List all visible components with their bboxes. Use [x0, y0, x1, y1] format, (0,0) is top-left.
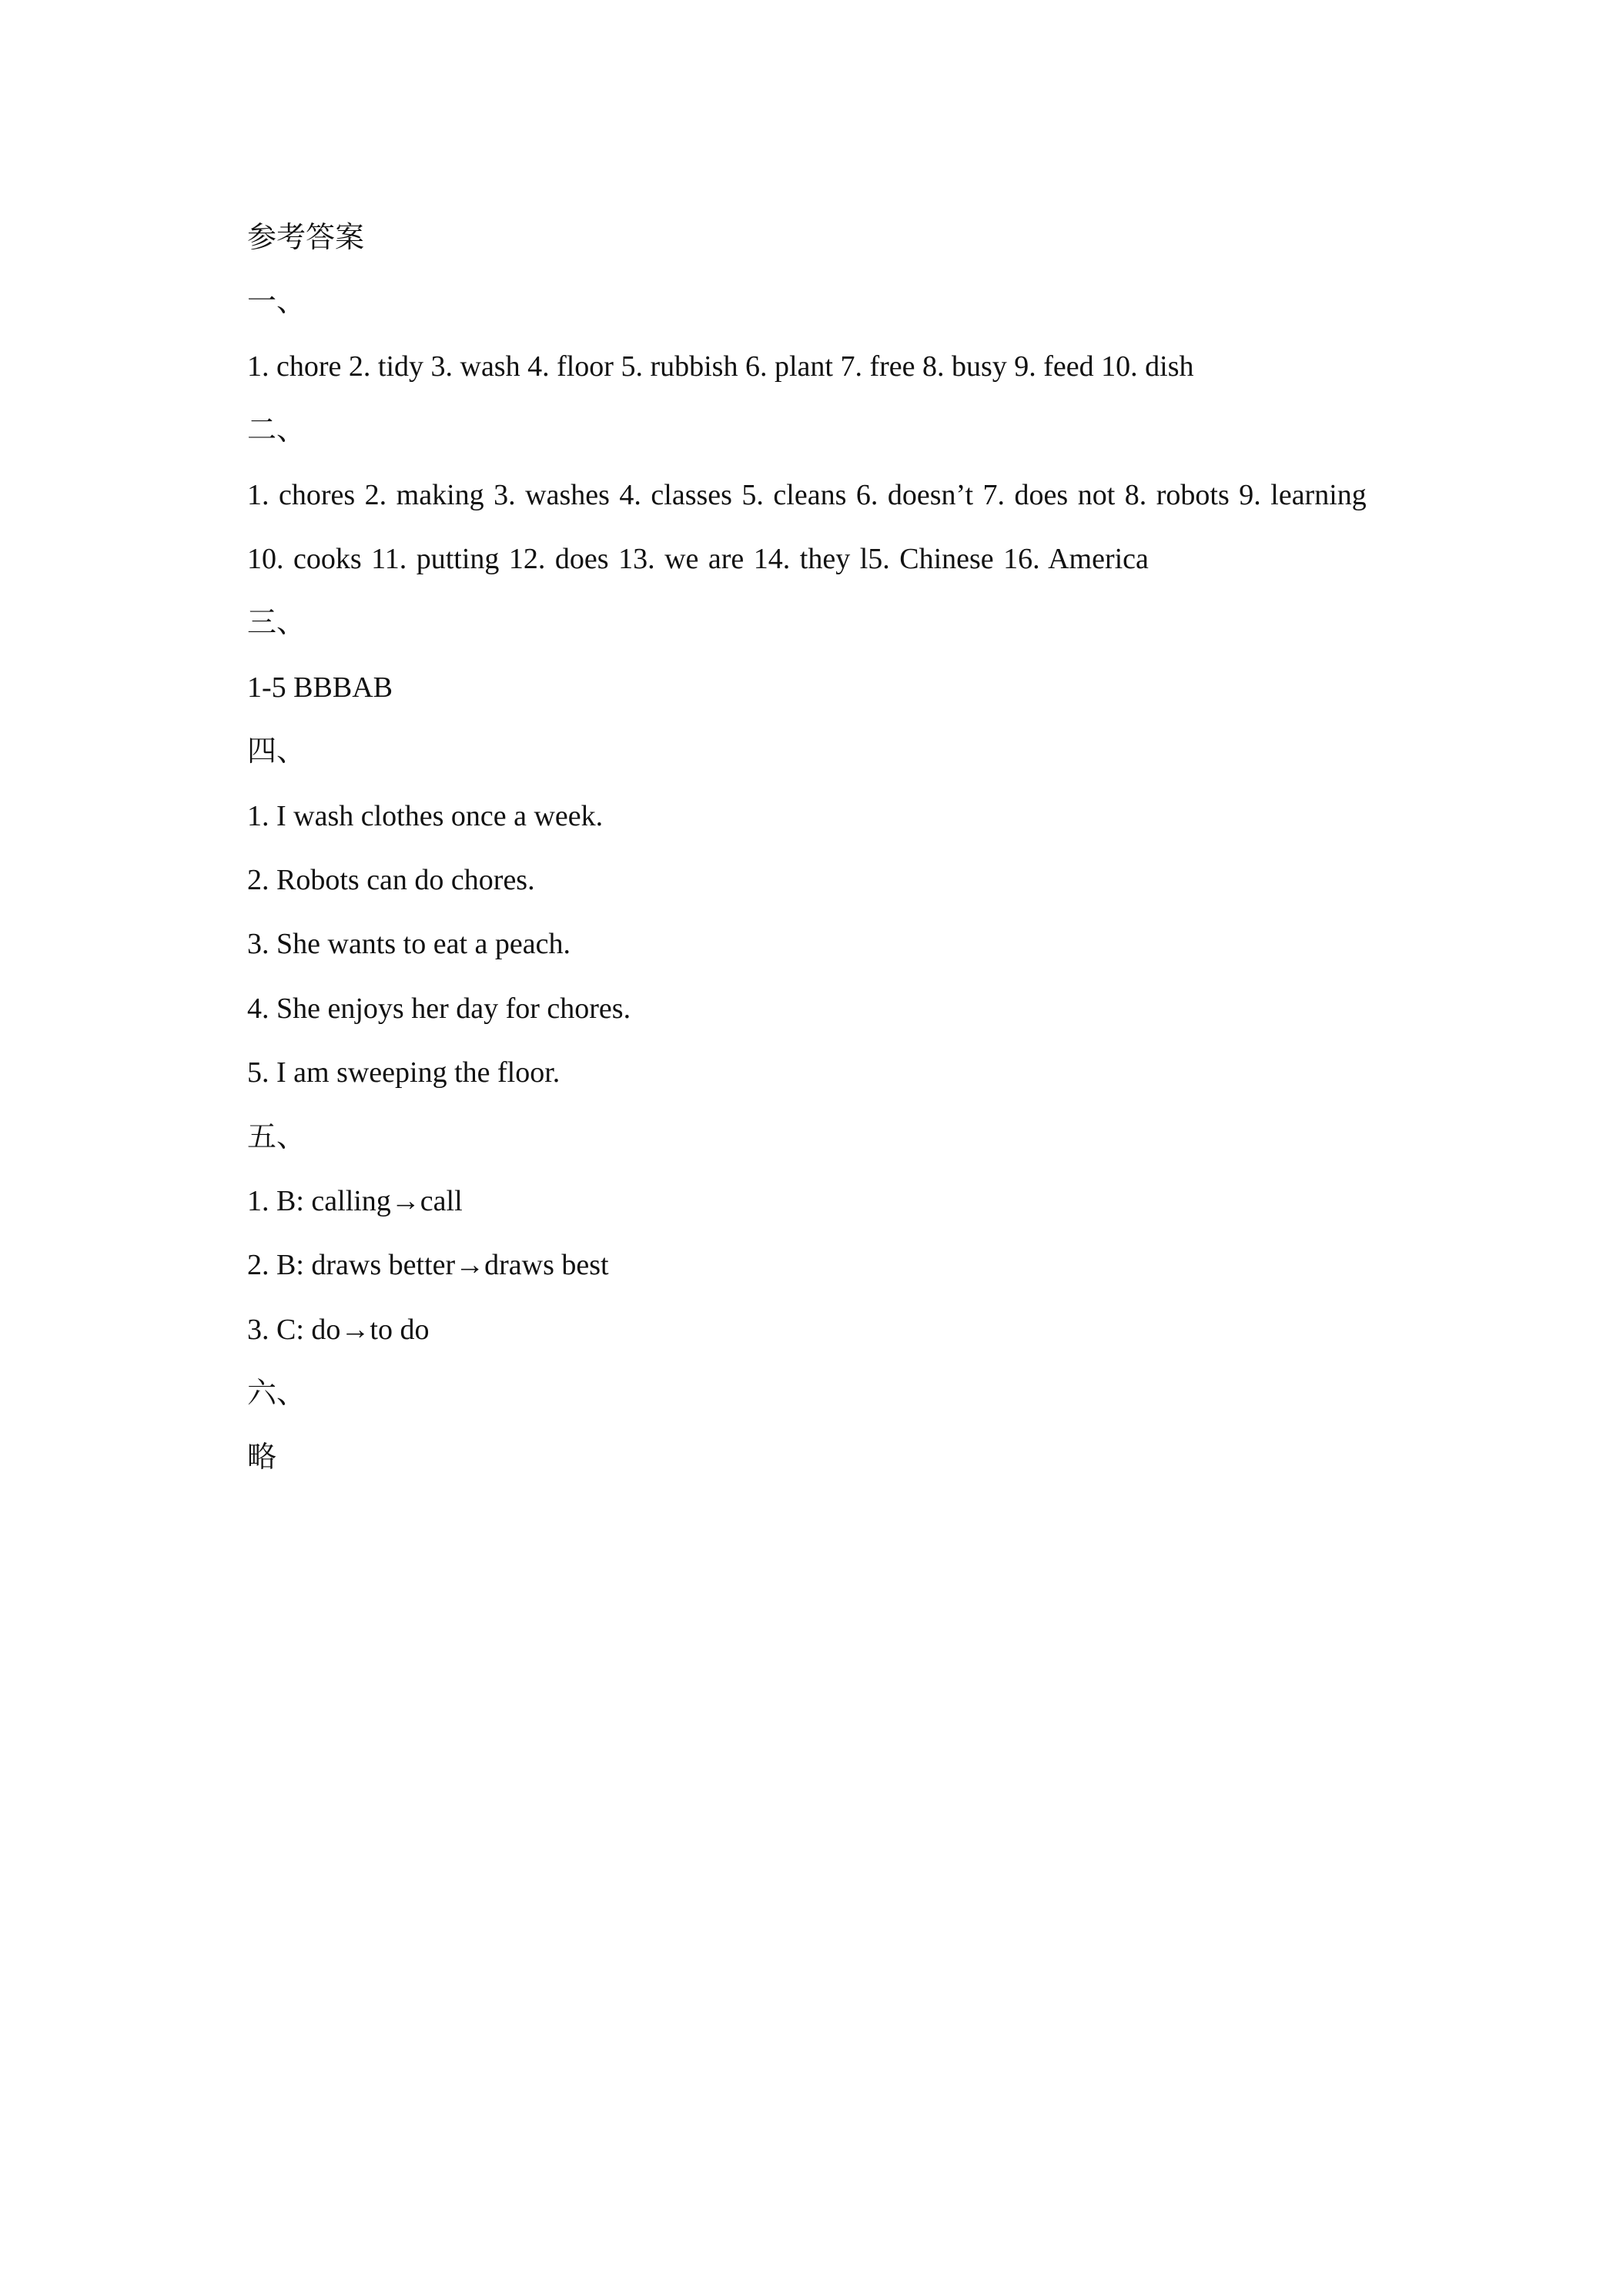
section-5-answer-1: 1. B: calling→call — [247, 1184, 463, 1217]
section-1-heading: 一、 — [247, 286, 306, 319]
section-2-heading: 二、 — [247, 414, 306, 447]
page-title: 参考答案 — [247, 222, 365, 254]
section-4-answer-1: 1. I wash clothes once a week. — [247, 799, 604, 832]
section-3-heading: 三、 — [247, 607, 306, 640]
section-4-heading: 四、 — [247, 735, 306, 768]
section-6-heading: 六、 — [247, 1377, 306, 1411]
section-5-answer-2: 2. B: draws better→draws best — [247, 1249, 609, 1282]
section-2-answers: 1. chores 2. making 3. washes 4. classes 5. cleans 6. doesn’t 7. does not 8. robots 9. learning 10. cooks 11. putting 12. does 13. we are 14. they l5. Chinese 16. America — [247, 478, 1367, 575]
section-5-heading: 五、 — [247, 1120, 306, 1153]
answer-key-document — [247, 206, 1402, 1491]
section-4-answer-5: 5. I am sweeping the floor. — [247, 1056, 561, 1089]
section-4-answer-2: 2. Robots can do chores. — [247, 863, 535, 896]
section-1-answers: 1. chore 2. tidy 3. wash 4. floor 5. rubbish 6. plant 7. free 8. busy 9. feed 10. dish — [247, 350, 1194, 383]
section-6-answer: 略 — [247, 1441, 277, 1474]
section-3-answers: 1-5 BBBAB — [247, 671, 393, 704]
section-4-answer-3: 3. She wants to eat a peach. — [247, 928, 571, 961]
section-4-answer-4: 4. She enjoys her day for chores. — [247, 992, 631, 1025]
section-5-answer-3: 3. C: do→to do — [247, 1313, 430, 1346]
